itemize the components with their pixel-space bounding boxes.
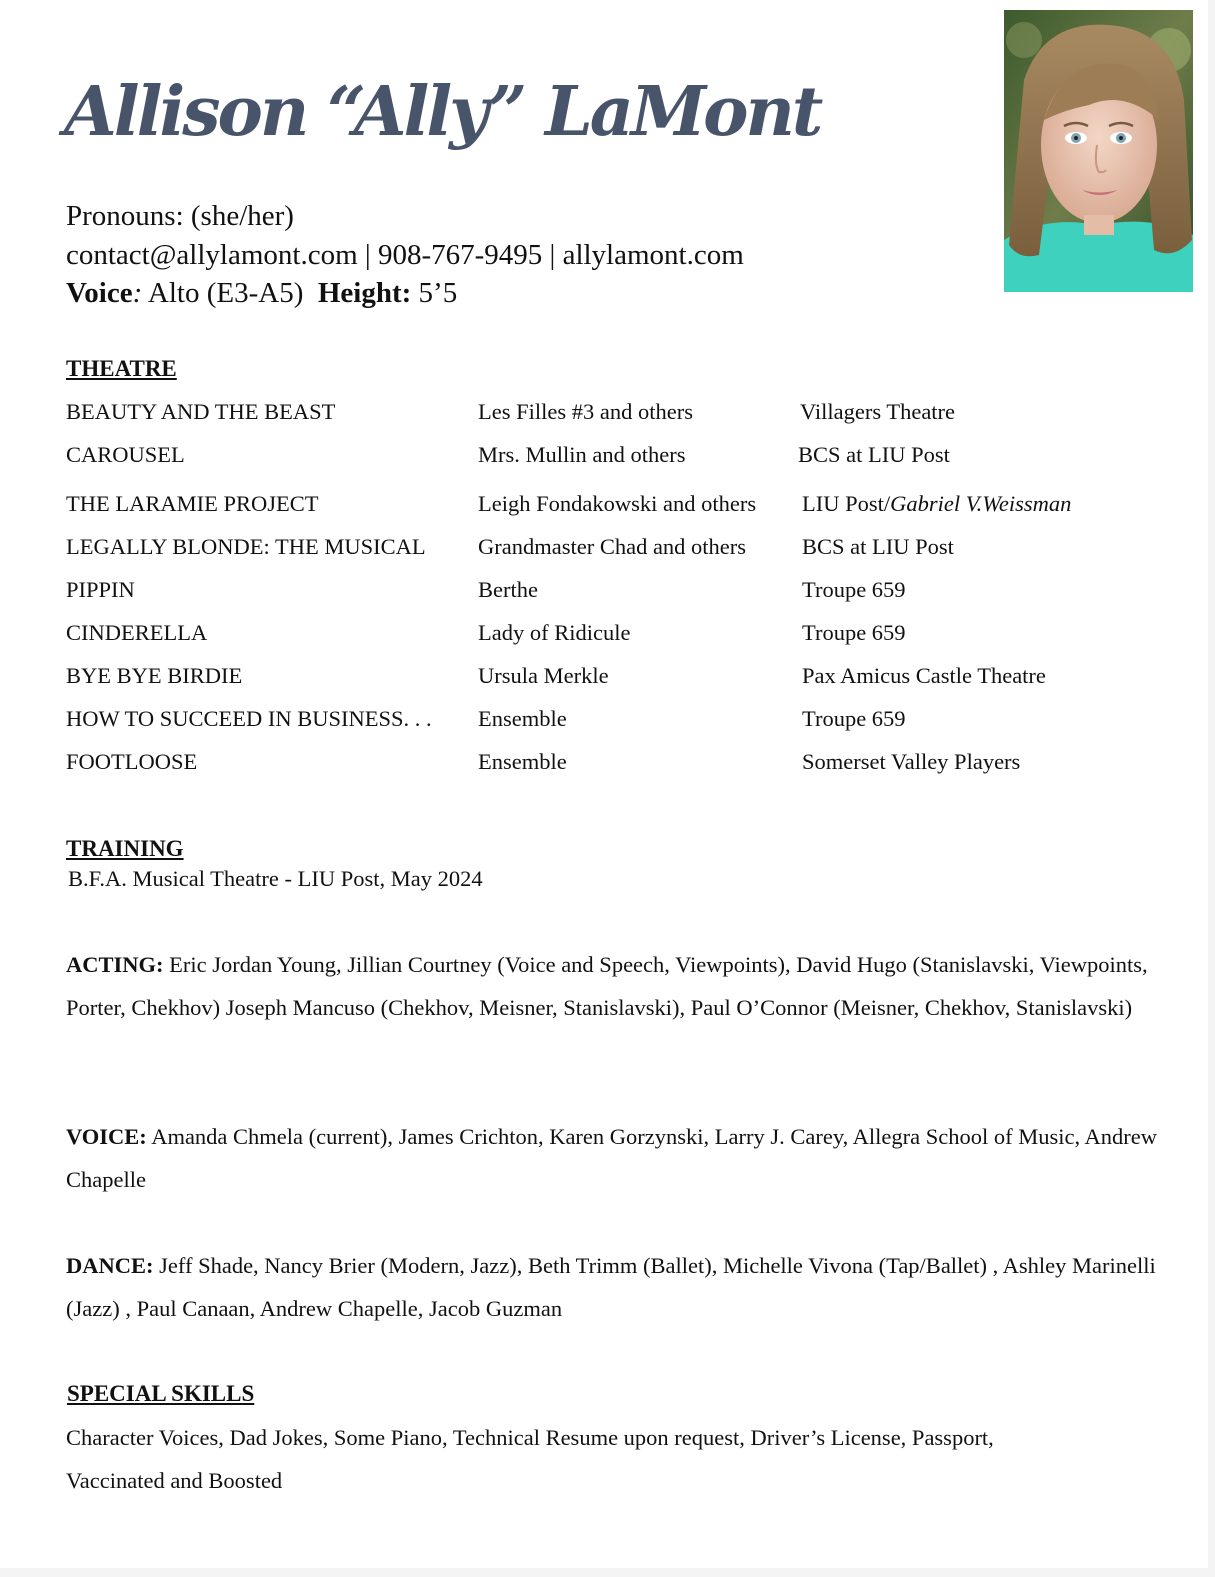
table-row xyxy=(0,534,1208,564)
credit-director: Gabriel V.Weissman xyxy=(890,491,1072,516)
table-row xyxy=(0,491,1208,521)
credit-role: Ensemble xyxy=(478,749,567,774)
credit-venue: Somerset Valley Players xyxy=(802,749,1021,774)
height-label: Height: xyxy=(317,277,412,309)
credit-role: Grandmaster Chad and others xyxy=(478,534,747,559)
credit-role: Lady of Ridicule xyxy=(478,620,631,645)
dance-text: Jeff Shade, Nancy Brier (Modern, Jazz), Beth Trimm (Ballet), Michelle Vivona (Tap/Ballet) , Ashley Marinelli (Jazz) , Paul Canaan, Andrew Chapelle, Jacob Guzman xyxy=(66,1253,1156,1321)
voice-training-text: Amanda Chmela (current), James Crichton, Karen Gorzynski, Larry J. Carey, Allegra School of Music, Andrew Chapelle xyxy=(66,1124,1157,1192)
acting-paragraph xyxy=(66,943,1166,1029)
credit-show: LEGALLY BLONDE: THE MUSICAL xyxy=(66,534,426,559)
credit-venue: Pax Amicus Castle Theatre xyxy=(802,663,1046,688)
credit-show: THE LARAMIE PROJECT xyxy=(66,491,319,516)
credit-venue: Troupe 659 xyxy=(802,706,906,731)
credit-show: CINDERELLA xyxy=(66,620,208,645)
dance-label: DANCE: xyxy=(66,1253,154,1278)
degree-line: B.F.A. Musical Theatre - LIU Post, May 2024 xyxy=(68,866,483,891)
contact-block xyxy=(66,197,744,313)
credit-role: Ensemble xyxy=(478,706,567,731)
credit-role: Berthe xyxy=(478,577,538,602)
skills-paragraph: Character Voices, Dad Jokes, Some Piano, Technical Resume upon request, Driver’s License, Passport, Vaccinated and Boosted xyxy=(66,1425,994,1493)
credit-role: Leigh Fondakowski and others xyxy=(478,491,757,516)
credit-show: BEAUTY AND THE BEAST xyxy=(66,399,336,424)
pronouns: Pronouns: (she/her) xyxy=(66,200,294,232)
voice-value: Alto (E3-A5) xyxy=(142,277,304,309)
performer-name: Allison “Ally” LaMont xyxy=(64,72,821,152)
voice-paragraph xyxy=(66,1115,1166,1201)
skills-heading: SPECIAL SKILLS xyxy=(67,1381,255,1406)
table-row xyxy=(0,663,1208,693)
credit-venue: BCS at LIU Post xyxy=(802,534,954,559)
acting-label: ACTING: xyxy=(66,952,164,977)
credit-show: CAROUSEL xyxy=(66,442,185,467)
credit-venue xyxy=(802,491,1071,517)
credit-venue: Villagers Theatre xyxy=(800,399,956,424)
credit-venue: BCS at LIU Post xyxy=(798,442,950,467)
table-row xyxy=(0,749,1208,779)
theatre-heading: THEATRE xyxy=(66,356,177,381)
training-heading: TRAINING xyxy=(66,836,184,861)
contact-line: contact@allylamont.com | 908-767-9495 | allylamont.com xyxy=(66,238,744,271)
credit-role: Mrs. Mullin and others xyxy=(478,442,686,467)
credit-show: HOW TO SUCCEED IN BUSINESS. . . xyxy=(66,706,432,731)
table-row xyxy=(0,399,1208,429)
voice-training-label: VOICE: xyxy=(66,1124,147,1149)
credit-venue: Troupe 659 xyxy=(802,577,906,602)
height-value: 5’5 xyxy=(411,277,458,309)
credit-show: PIPPIN xyxy=(66,577,135,602)
voice-colon: : xyxy=(132,277,143,309)
credit-role: Les Filles #3 and others xyxy=(478,399,693,424)
acting-text: Eric Jordan Young, Jillian Courtney (Voice and Speech, Viewpoints), David Hugo (Stanislavski, Viewpoints, Porter, Chekhov) Joseph Mancuso (Chekhov, Meisner, Stanislavski), Paul O’Connor (Meisner, Chekhov, Stanislavski) xyxy=(66,952,1148,1020)
credit-show: FOOTLOOSE xyxy=(66,749,198,774)
voice-height-line xyxy=(66,274,744,313)
table-row xyxy=(0,620,1208,650)
table-row xyxy=(0,442,1208,472)
credit-venue-name: LIU Post/ xyxy=(802,491,891,516)
credit-show: BYE BYE BIRDIE xyxy=(66,663,243,688)
table-row xyxy=(0,706,1208,736)
credit-role: Ursula Merkle xyxy=(478,663,609,688)
voice-label: Voice xyxy=(66,277,133,309)
headshot-photo xyxy=(1004,10,1193,292)
dance-paragraph xyxy=(66,1244,1166,1330)
credit-venue: Troupe 659 xyxy=(802,620,906,645)
table-row xyxy=(0,577,1208,607)
